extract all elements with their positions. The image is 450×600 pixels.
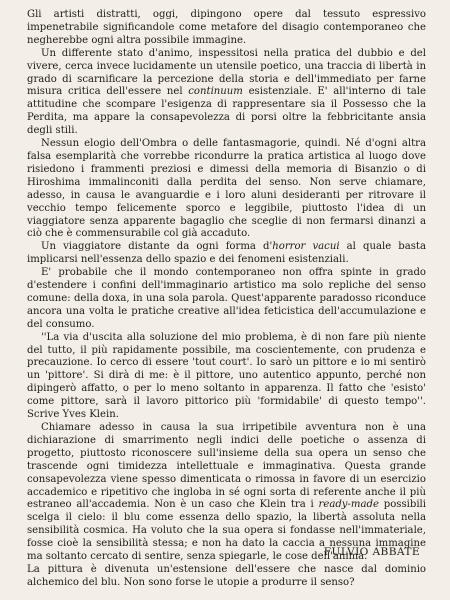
paragraph xyxy=(27,267,426,332)
text-run: E' probabile che il mondo contemporaneo non offra spinte in grado d'estendere i confini dell'immaginario artistico ma solo repliche del senso comune: della doxa, in una sola parola. Quest'apparente paradosso riconduce ancora una volta le pratiche creative all'idea feticistica dell'accumulazione e del consumo. xyxy=(27,267,426,330)
text-run: Chiamare adesso in causa la sua irripetibile avventura non è una dichiarazione di smarrimento negli indici delle poetiche o assenza di progetto, piuttosto riconoscere sull'insieme della sua opera un senso che trascende ogni timidezza intellettuale e immaginativa. Questa grande consapevolezza viene spesso dimenticata o rimossa in favore di un esercizio accademico e ripetitivo che ingloba in sé ogni sorta di referente anche il più estraneo all'accademia. Non è un caso che Klein tra i xyxy=(27,422,426,511)
text-run: ''La via d'uscita alla soluzione del mio problema, è di non fare più niente del tutto, il più rapidamente possibile, ma coscientemente, con prudenza e precauzione. Io cerco di essere 'tout court'. Io sarò un pittore e io mi sentirò un 'pittore'. Si dirà di me: è il pittore, uno autentico appunto, perché non dipingerò affatto, o per lo meno soltanto in apparenza. Il fatto che 'esisto' come pittore, sarà il lavoro pittorico più 'formidabile' di questo tempo''. Scrive Yves Klein. xyxy=(27,331,426,421)
text-run: al quale basta implicarsi nell'essenza dello spazio e dei fenomeni esistenziali. xyxy=(27,241,426,266)
paragraph xyxy=(27,9,426,48)
paragraph xyxy=(27,241,426,267)
italic-phrase: ready-made xyxy=(318,499,379,511)
article-body xyxy=(27,9,426,590)
text-run: Gli artisti distratti, oggi, dipingono opere dal tessuto espressivo impenetrabile significandole come metafore del disagio contemporaneo che negherebbe ogni altra possibile immagine. xyxy=(27,9,426,46)
text-run: Un viaggiatore distante da ogni forma d' xyxy=(41,241,273,253)
paragraph xyxy=(27,564,426,590)
text-run: Un differente stato d'animo, inspessitosi nella pratica del dubbio e del vivere, cerca invece lucidamente un utensile poetico, una traccia di libertà in grado di scarnificare la percezione della storia e dell'immediato per farne misura critica dell'essere nel xyxy=(27,47,426,98)
author-signature: FULVIO ABBATE xyxy=(323,546,420,558)
italic-phrase: horror vacui xyxy=(272,241,340,253)
text-run: La pittura è divenuta un'estensione dell'essere che nasce dal dominio alchemico del blu. Non sono forse le utopie a produrre il senso? xyxy=(27,563,426,588)
text-run: esistenziale. E' all'interno di tale attitudine che scompare l'esigenza di rappresentare sia il Possesso che la Perdita, ma appare la consapevolezza di porsi oltre la febbricitante ansia degli stili. xyxy=(27,86,426,137)
paragraph xyxy=(27,48,426,138)
paragraph xyxy=(27,422,426,564)
paragraph xyxy=(27,138,426,241)
italic-phrase: continuum xyxy=(188,86,243,98)
paragraph xyxy=(27,332,426,422)
text-run: possibili scelga il cielo: il blu come essenza dello spazio, la libertà assoluta nella sensibilità cosmica. Ha voluto che la sua opera si fondasse nell'immateriale, fosse cioè la sensibilità stessa; e non ha dato la caccia a nessuna immagine ma soltanto cercato di sentire, senza spiegarle, le cose dell'anima. xyxy=(27,499,427,563)
text-run: Nessun elogio dell'Ombra o delle fantasmagorie, quindi. Né d'ogni altra falsa esemplarità che vorrebbe ricondurre la pratica artistica al luogo dove risiedono i frammenti preziosi e dimessi della memoria di Bisanzio o di Hiroshima immalinconiti dalla perdita del senso. Non serve chiamare, adesso, in causa le avanguardie e i loro aluni desideranti per ritrovare il vecchio tempo felicemente sporco e leggibile, piuttosto l'idea di un viaggiatore senza apparente bagaglio che sceglie di non fermarsi dinanzi a ciò che è commensurabile col già accaduto. xyxy=(27,138,426,240)
